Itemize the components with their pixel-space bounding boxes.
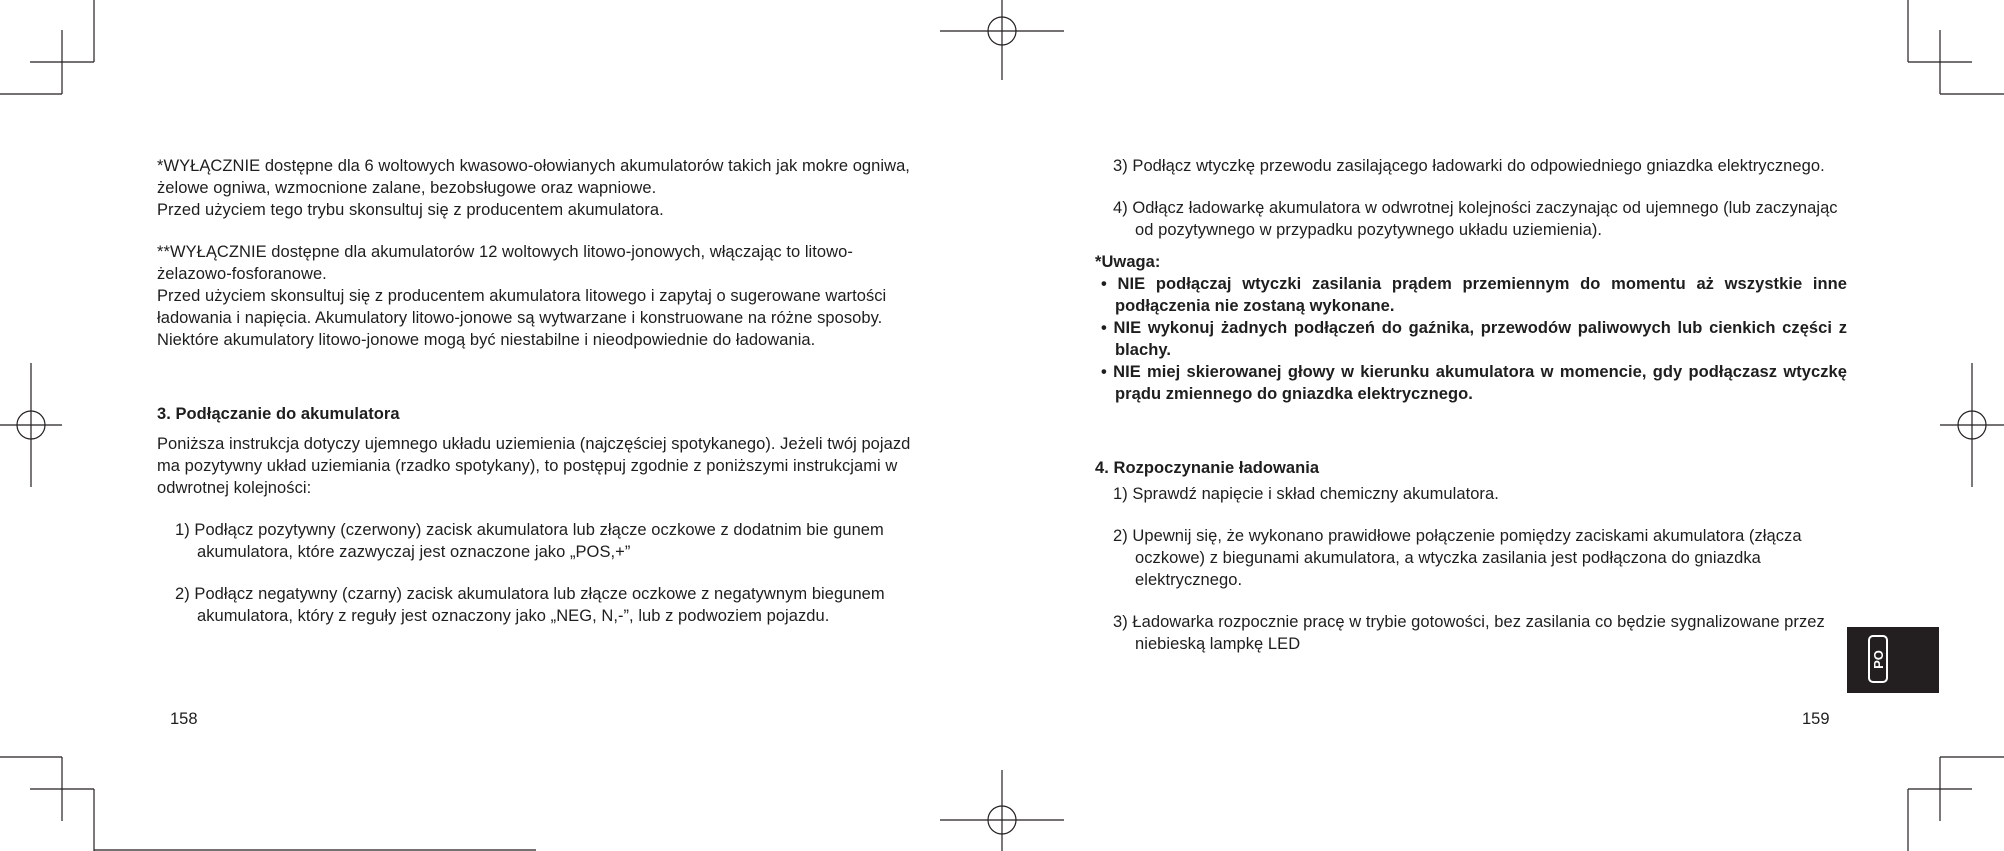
right-page-content xyxy=(1095,155,1847,655)
warning-item: • NIE podłączaj wtyczki zasilania prądem przemiennym do momentu aż wszystkie inne podłączenia nie zostaną wykonane. xyxy=(1101,275,1847,315)
step-plug-in: 3) Podłącz wtyczkę przewodu zasilającego ładowarki do odpowiedniego gniazdka elektrycznego. xyxy=(1113,157,1825,175)
note-12v-text: **WYŁĄCZNIE dostępne dla akumulatorów 12 woltowych litowo-jonowych, włączając to litowo-żelazowo-fosforanowe. xyxy=(157,243,853,283)
note-6v-text: *WYŁĄCZNIE dostępne dla 6 woltowych kwasowo-ołowianych akumulatorów takich jak mokre ogniwa, żelowe ogniwa, wzmocnione zalane, bezobsługowe oraz wapniowe. xyxy=(157,157,910,197)
left-page-content xyxy=(157,155,917,627)
step-disconnect: 4) Odłącz ładowarkę akumulatora w odwrotnej kolejności zaczynając od ujemnego (lub zaczynając od pozytywnego w przypadku pozytywnego układu uziemienia). xyxy=(1113,199,1838,239)
warning-item: • NIE miej skierowanej głowy w kierunku akumulatora w momencie, gdy podłączasz wtyczkę prądu zmiennego do gniazdka elektrycznego. xyxy=(1101,363,1847,403)
section-intro: Poniższa instrukcja dotyczy ujemnego układu uziemienia (najczęściej spotykanego). Jeżeli twój pojazd ma pozytywny układ uziemiania (rzadko spotykany), to postępuj zgodnie z poniższymi instrukcjami w odwrotnej kolejności: xyxy=(157,435,911,497)
charging-step: 2) Upewnij się, że wykonano prawidłowe połączenie pomiędzy zaciskami akumulatora (złącza oczkowe) z biegunami akumulatora, a wtyczka zasilania jest podłączona do gniazdka elektrycznego. xyxy=(1113,527,1802,589)
section-title-connecting: 3. Podłączanie do akumulatora xyxy=(157,405,400,423)
note-6v-consult: Przed użyciem tego trybu skonsultuj się z producentem akumulatora. xyxy=(157,201,664,219)
language-badge xyxy=(1868,635,1888,683)
warning-title: *Uwaga: xyxy=(1095,253,1161,271)
note-12v-consult: Przed użyciem skonsultuj się z producentem akumulatora litowego i zapytaj o sugerowane wartości ładowania i napięcia. Akumulatory litowo-jonowe są wytwarzane i konstruowane na różne sposoby. Niektóre akumulatory litowo-jonowe mogą być niestabilne i nieodpowiednie do ładowania. xyxy=(157,287,887,349)
step-connect-negative: 2) Podłącz negatywny (czarny) zacisk akumulatora lub złącze oczkowe z negatywnym biegunem akumulatora, który z reguły jest oznaczony jako „NEG, N,-”, lub z podwoziem pojazdu. xyxy=(175,585,885,625)
registration-mark-right xyxy=(1940,363,2004,487)
page-number-left: 158 xyxy=(170,710,198,728)
registration-mark-bottom xyxy=(940,770,1064,851)
page-number-right: 159 xyxy=(1802,710,1830,728)
note-12v xyxy=(157,241,917,351)
charging-step: 1) Sprawdź napięcie i skład chemiczny akumulatora. xyxy=(1113,485,1499,503)
language-code: PO xyxy=(1870,649,1886,669)
section-title-charging: 4. Rozpoczynanie ładowania xyxy=(1095,459,1320,477)
registration-mark-left xyxy=(0,363,62,487)
charging-step: 3) Ładowarka rozpocznie pracę w trybie gotowości, bez zasilania co będzie sygnalizowane przez niebieską lampkę LED xyxy=(1113,613,1825,653)
step-connect-positive: 1) Podłącz pozytywny (czerwony) zacisk akumulatora lub złącze oczkowe z dodatnim bie gunem akumulatora, które zazwyczaj jest oznaczone jako „POS,+” xyxy=(175,521,884,561)
registration-mark-top xyxy=(940,0,1064,80)
warning-item: • NIE wykonuj żadnych podłączeń do gaźnika, przewodów paliwowych lub cienkich części z blachy. xyxy=(1101,319,1847,359)
note-6v xyxy=(157,155,917,221)
language-tab xyxy=(1847,627,1939,693)
